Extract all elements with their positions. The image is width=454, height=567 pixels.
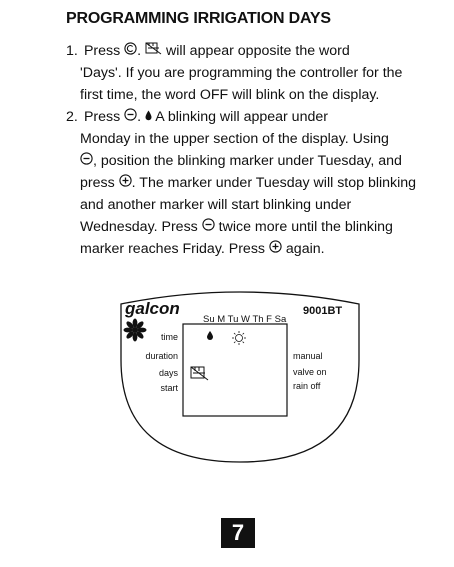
water-drop-icon	[145, 106, 152, 128]
step-2-line-5: and another marker will start blinking under	[80, 197, 352, 213]
label-valve-on: valve on	[293, 367, 327, 377]
minus-button-icon	[124, 106, 137, 128]
step-2-line-3	[80, 150, 402, 172]
calendar-days-icon	[145, 40, 162, 62]
label-start: start	[160, 383, 178, 393]
plus-button-icon	[269, 238, 282, 260]
minus-button-icon	[80, 150, 93, 172]
press-text: press	[80, 175, 115, 191]
plus-button-icon	[119, 172, 132, 194]
step-2-tail: A blinking will appear under	[155, 109, 328, 125]
section-heading: PROGRAMMING IRRIGATION DAYS	[66, 10, 331, 27]
step-1-line-1	[66, 40, 350, 62]
step-number: 1.	[66, 43, 78, 59]
minus-button-icon	[202, 216, 215, 238]
punct: .	[137, 43, 142, 59]
step-2-line-4	[80, 172, 416, 194]
punct: .	[137, 109, 142, 125]
program-clock-icon	[124, 40, 137, 62]
galcon-flower-logo	[124, 319, 147, 342]
controller-display-illustration	[115, 290, 365, 465]
step-2-line-6-tail: twice more until the blinking	[218, 219, 393, 235]
model-number: 9001BT	[303, 305, 343, 317]
step-2-line-1	[66, 106, 328, 128]
step-number: 2.	[66, 109, 78, 125]
step-2-line-2: Monday in the upper section of the display. Using	[80, 131, 389, 147]
step-1-tail: will appear opposite the word	[166, 43, 350, 59]
step-1-line-2: 'Days'. If you are programming the controller for the	[80, 65, 403, 81]
label-time: time	[160, 332, 178, 342]
page-number: 7	[221, 518, 255, 548]
press-text: Press	[83, 43, 121, 59]
label-duration: duration	[145, 351, 178, 361]
label-rain-off: rain off	[293, 381, 321, 391]
weekday-labels: Su M Tu W Th F Sa	[203, 314, 287, 325]
step-2-line-7-tail: again.	[285, 241, 325, 257]
step-2-line-6	[80, 216, 393, 238]
label-days: days	[158, 368, 178, 378]
step-2-line-3-text: , position the blinking marker under Tuesday, and	[93, 153, 402, 169]
brand-name: galcon	[125, 299, 180, 318]
press-text: Press	[83, 109, 121, 125]
step-2-line-7-pre: marker reaches Friday. Press	[80, 241, 266, 257]
step-2-line-7	[80, 238, 325, 260]
label-manual: manual	[293, 351, 323, 361]
step-1-line-3: first time, the word OFF will blink on the display.	[80, 87, 380, 103]
step-2-line-6-pre: Wednesday. Press	[80, 219, 198, 235]
step-2-line-4-text: . The marker under Tuesday will stop blinking	[131, 175, 417, 191]
